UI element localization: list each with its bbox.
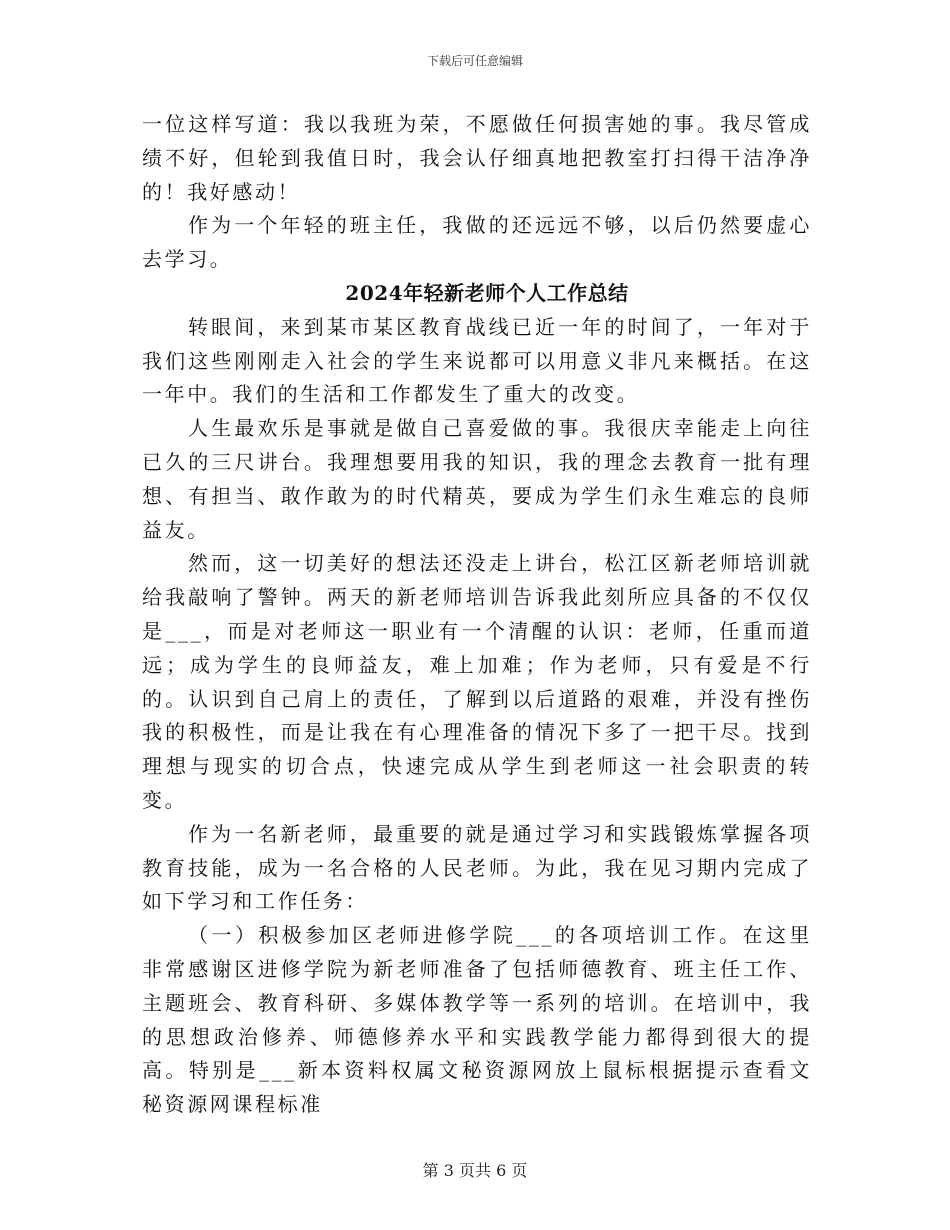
page-footer: 第 3 页共 6 页	[422, 1161, 528, 1180]
section-title: 2024年轻新老师个人工作总结	[345, 280, 629, 305]
paragraph-intro: 转眼间，来到某市某区教育战线已近一年的时间了，一年对于我们这些刚刚走入社会的学生来说都可以用意义非凡来概括。在这一年中。我们的生活和工作都发生了重大的改变。	[142, 314, 812, 407]
paragraph-reflection: 作为一个年轻的班主任，我做的还远远不够，以后仍然要虚心去学习。	[142, 213, 812, 272]
paragraph-new-teacher: 作为一名新老师，最重要的就是通过学习和实践锻炼掌握各项教育技能，成为一名合格的人民老师。为此，我在见习期内完成了如下学习和工作任务：	[142, 821, 812, 914]
paragraph-joy: 人生最欢乐是事就是做自己喜爱做的事。我很庆幸能走上向往已久的三尺讲台。我理想要用我的知识，我的理念去教育一批有理想、有担当、敢作敢为的时代精英，要成为学生们永生难忘的良师益友。	[142, 416, 812, 542]
page-header: 下载后可任意编辑	[426, 54, 523, 68]
paragraph-training: 然而，这一切美好的想法还没走上讲台，松江区新老师培训就给我敲响了警钟。两天的新老师培训告诉我此刻所应具备的不仅仅是___，而是对老师这一职业有一个清醒的认识：老师，任重而道远；成为学生的良师益友，难上加难；作为老师，只有爱是不行的。认识到自己肩上的责任，了解到以后道路的艰难，并没有挫伤我的积极性，而是让我在有心理准备的情况下多了一把干尽。找到理想与现实的切合点，快速完成从学生到老师这一社会职责的转变。	[142, 551, 812, 812]
document-body	[142, 108, 812, 1122]
paragraph-continuation: 一位这样写道：我以我班为荣，不愿做任何损害她的事。我尽管成绩不好，但轮到我值日时，我会认仔细真地把教室打扫得干洁净净的！我好感动！	[142, 112, 812, 204]
paragraph-item-one: （一）积极参加区老师进修学院___的各项培训工作。在这里非常感谢区进修学院为新老师准备了包括师德教育、班主任工作、主题班会、教育科研、多媒体教学等一系列的培训。在培训中，我的思想政治修养、师德修养水平和实践教学能力都得到很大的提高。特别是___新本资料权属文秘资源网放上鼠标根据提示查看文秘资源网课程标准	[142, 923, 812, 1117]
